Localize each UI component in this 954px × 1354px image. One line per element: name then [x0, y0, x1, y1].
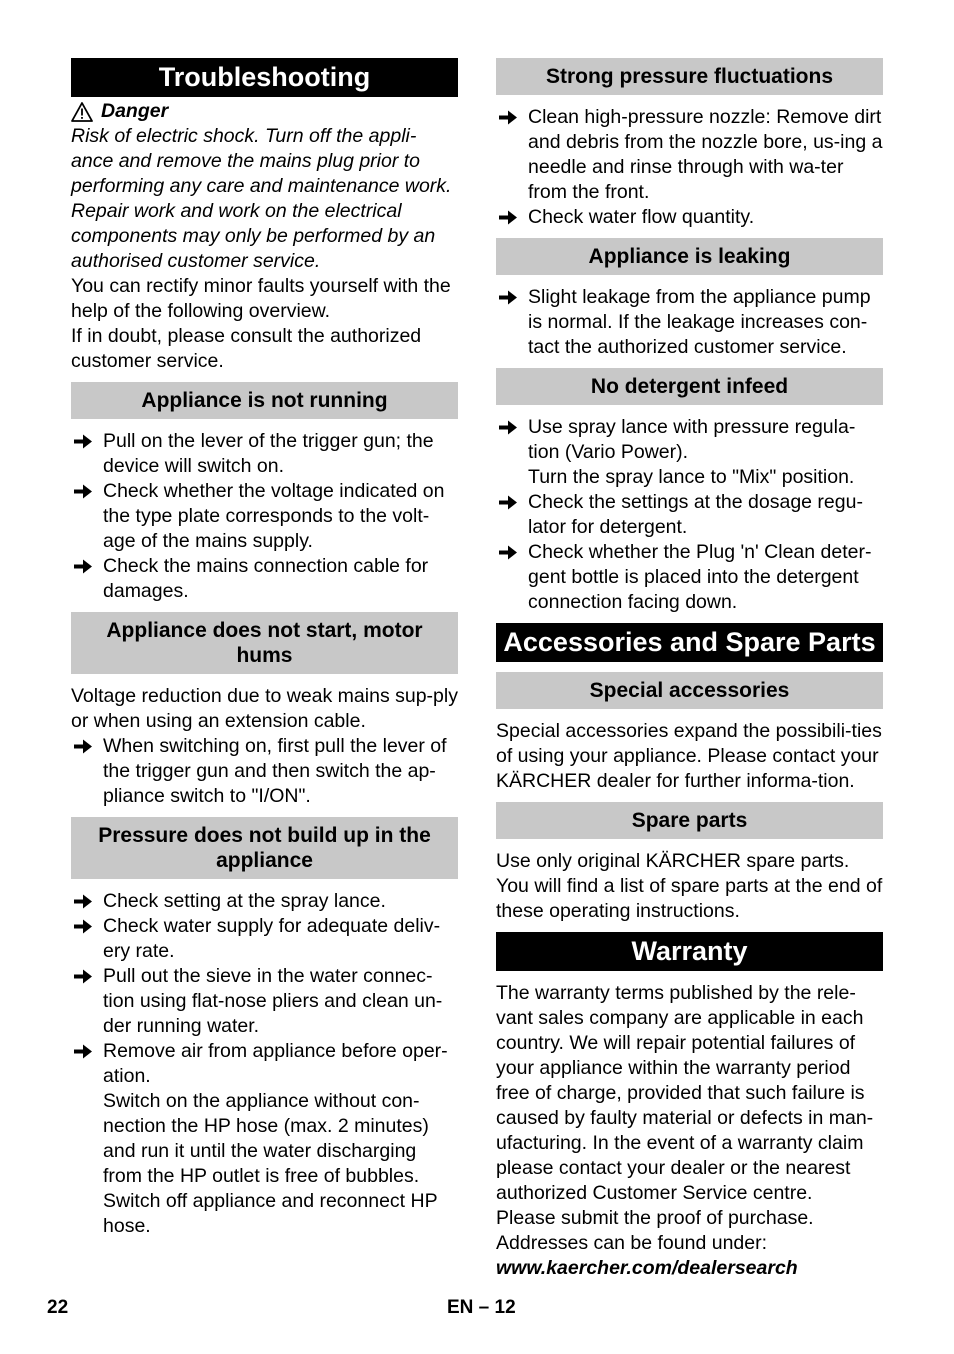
spare-parts-list-note: You will find a list of spare parts at the end of these operating instructions. [496, 875, 883, 922]
fluctuations-heading: Strong pressure fluctuations [496, 58, 883, 95]
page-number: 22 [47, 1297, 69, 1318]
no-pressure-heading: Pressure does not build up in the appliance [71, 817, 458, 879]
warning-triangle-icon [71, 102, 93, 122]
no-detergent-list [496, 415, 883, 615]
warranty-addresses: Addresses can be found under: [496, 1232, 768, 1254]
troubleshooting-intro: You can rectify minor faults yourself with the help of the following overview. [71, 275, 451, 322]
arrow-right-icon [73, 433, 93, 450]
fluctuations-list [496, 105, 883, 230]
danger-text-repair: Repair work and work on the electrical components may only be performed by an authorised customer service. [71, 200, 436, 272]
not-running-heading: Appliance is not running [71, 382, 458, 419]
list-item: Pull out the sieve in the water connec-tion using flat-nose pliers and clean un-der running water. [71, 964, 458, 1039]
list-item: Check setting at the spray lance. [71, 889, 458, 914]
spare-parts-heading: Spare parts [496, 802, 883, 839]
no-detergent-heading: No detergent infeed [496, 368, 883, 405]
special-accessories-text: Special accessories expand the possibili-ties of using your appliance. Please contact your KÄRCHER dealer for further informa-tion. [496, 720, 882, 792]
leaking-heading: Appliance is leaking [496, 238, 883, 275]
danger-text-shock: Risk of electric shock. Turn off the appli-ance and remove the mains plug prior to performing any care and maintenance work. [71, 125, 452, 197]
list-item: Use spray lance with pressure regula-tion (Vario Power). [496, 415, 883, 465]
warranty-heading: Warranty [496, 932, 883, 971]
arrow-right-icon [73, 738, 93, 755]
not-running-list [71, 429, 458, 604]
right-column [496, 58, 883, 1281]
warranty-proof: Please submit the proof of purchase. [496, 1207, 814, 1229]
list-item: Clean high-pressure nozzle: Remove dirt and debris from the nozzle bore, us-ing a needle and rinse through with wa-ter from the front. [496, 105, 883, 205]
list-item-continuation: Turn the spray lance to "Mix" position. [528, 466, 855, 488]
dealer-search-link: www.kaercher.com/dealersearch [496, 1257, 798, 1279]
list-item: Check water flow quantity. [496, 205, 883, 230]
list-item: Pull on the lever of the trigger gun; the device will switch on. [71, 429, 458, 479]
list-item: Slight leakage from the appliance pump is normal. If the leakage increases con-tact the authorized customer service. [496, 285, 883, 360]
list-item: Check whether the voltage indicated on the type plate corresponds to the volt-age of the mains supply. [71, 479, 458, 554]
not-start-intro: Voltage reduction due to weak mains sup-ply or when using an extension cable. [71, 685, 458, 732]
not-start-heading: Appliance does not start, motor hums [71, 612, 458, 674]
arrow-right-icon [73, 483, 93, 500]
not-start-list [71, 734, 458, 809]
arrow-right-icon [498, 209, 518, 226]
arrow-right-icon [498, 544, 518, 561]
danger-notice [71, 99, 458, 124]
arrow-right-icon [498, 419, 518, 436]
list-item: When switching on, first pull the lever of the trigger gun and then switch the ap-pliance switch to "I/ON". [71, 734, 458, 809]
danger-label: Danger [101, 100, 169, 122]
arrow-right-icon [73, 558, 93, 575]
arrow-right-icon [498, 289, 518, 306]
list-item-continuation: Switch on the appliance without con-nection the HP hose (max. 2 minutes) and run it until the water discharging from the HP outlet is free of bubbles. Switch off appliance and reconnect HP hose. [103, 1090, 438, 1237]
warranty-terms: The warranty terms published by the rele-vant sales company are applicable in each country. We will repair potential failures of your appliance within the warranty period free of charge, provided that such failure is caused by faulty material or defects in man-ufacturing. In the event of a warranty claim please contact your dealer or the nearest authorized Customer Service centre. [496, 982, 874, 1204]
list-item: Check the mains connection cable for damages. [71, 554, 458, 604]
section-page-label: EN – 12 [447, 1297, 516, 1318]
arrow-right-icon [73, 968, 93, 985]
accessories-heading: Accessories and Spare Parts [496, 623, 883, 662]
left-column [71, 58, 458, 1239]
special-accessories-heading: Special accessories [496, 672, 883, 709]
list-item: Remove air from appliance before oper-ation. [71, 1039, 458, 1089]
arrow-right-icon [73, 893, 93, 910]
list-item: Check whether the Plug 'n' Clean deter-gent bottle is placed into the detergent connection facing down. [496, 540, 883, 615]
troubleshooting-doubt: If in doubt, please consult the authorized customer service. [71, 325, 422, 372]
arrow-right-icon [73, 918, 93, 935]
troubleshooting-heading: Troubleshooting [71, 58, 458, 97]
list-item: Check water supply for adequate deliv-ery rate. [71, 914, 458, 964]
arrow-right-icon [73, 1043, 93, 1060]
arrow-right-icon [498, 494, 518, 511]
no-pressure-list [71, 889, 458, 1239]
leaking-list [496, 285, 883, 360]
list-item: Check the settings at the dosage regu-lator for detergent. [496, 490, 883, 540]
arrow-right-icon [498, 109, 518, 126]
spare-parts-text: Use only original KÄRCHER spare parts. [496, 850, 850, 872]
